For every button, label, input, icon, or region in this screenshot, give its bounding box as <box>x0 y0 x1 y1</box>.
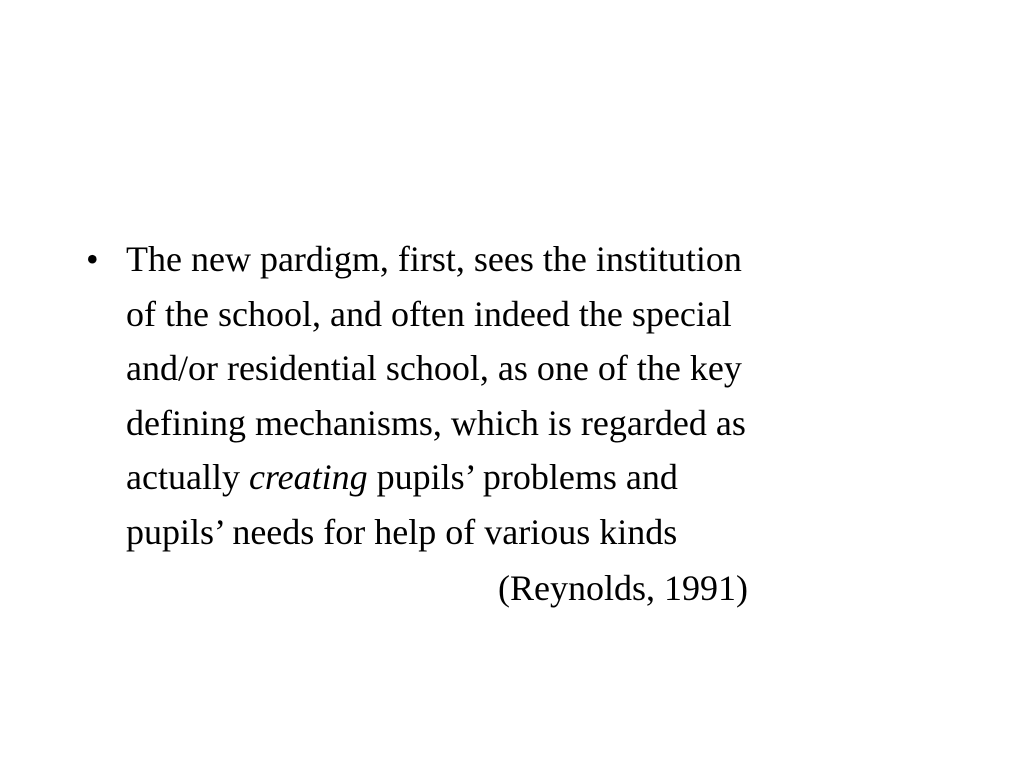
paragraph-line-6: pupils’ needs for help of various kinds <box>126 511 678 552</box>
bullet-icon: • <box>86 239 99 279</box>
bullet-item <box>86 232 946 616</box>
paragraph-line-4: defining mechanisms, which is regarded as <box>126 402 746 443</box>
citation: (Reynolds, 1991) <box>498 568 748 608</box>
bullet-block <box>86 232 946 616</box>
emphasis-creating: creating <box>248 457 368 497</box>
line-5-suffix: pupils’ problems and <box>367 457 678 497</box>
paragraph-line-5 <box>126 450 926 505</box>
paragraph-line-2: of the school, and often indeed the special <box>126 293 732 334</box>
paragraph-line-1: The new pardigm, first, sees the institution <box>126 239 742 279</box>
line-5-prefix: actually <box>126 457 249 497</box>
bullet-text <box>126 232 926 616</box>
paragraph-line-3: and/or residential school, as one of the key <box>126 348 742 388</box>
